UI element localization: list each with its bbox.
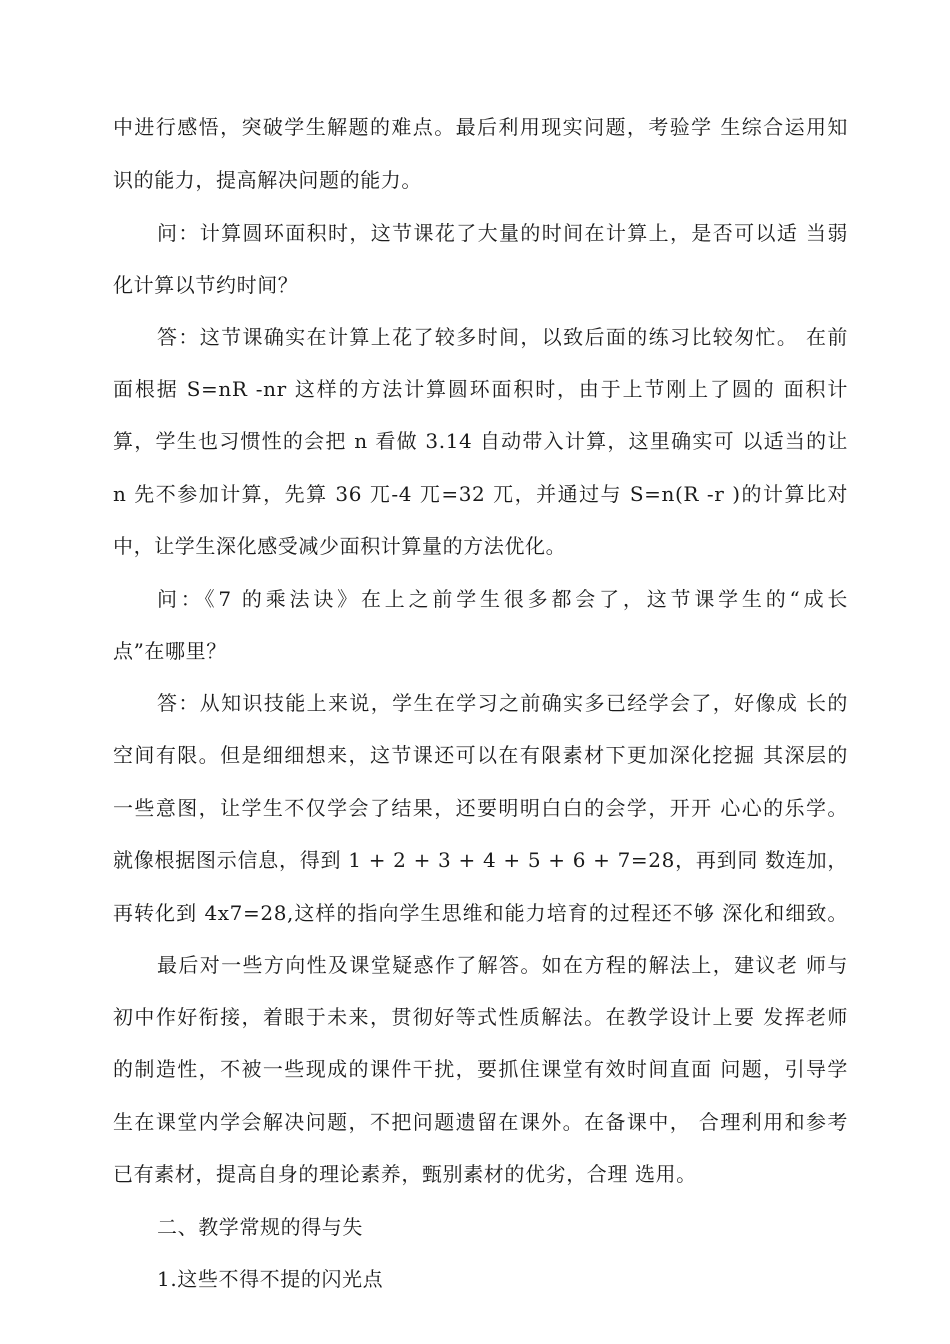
body-text-line: 最后对一些方向性及课堂疑惑作了解答。如在方程的解法上，建议老 师与 (157, 953, 848, 977)
question-text-line: 问：《7 的乘法诀》在上之前学生很多都会了，这节课学生的“成长 (157, 587, 848, 611)
answer-text-line: 面根据 S=nR -nr 这样的方法计算圆环面积时，由于上节刚上了圆的 面积计 (113, 377, 848, 401)
subsection-heading: 1.这些不得不提的闪光点 (157, 1267, 384, 1291)
answer-text-line: 答：这节课确实在计算上花了较多时间，以致后面的练习比较匆忙。 在前 (157, 325, 848, 349)
answer-text-line: 中，让学生深化感受减少面积计算量的方法优化。 (113, 534, 567, 558)
question-text-line: 化计算以节约时间？ (113, 273, 299, 297)
answer-text-line: 一些意图，让学生不仅学会了结果，还要明明白白的会学，开开 心心的乐学。 (113, 796, 848, 820)
answer-text-line: n 先不参加计算，先算 36 兀-4 兀=32 兀，并通过与 S=n(R -r )的计算比对 (113, 482, 848, 506)
body-text-line: 初中作好衔接，着眼于未来，贯彻好等式性质解法。在教学设计上要 发挥老师 (113, 1005, 848, 1029)
body-text-line: 生在课堂内学会解决问题，不把问题遗留在课外。在备课中， 合理利用和参考 (113, 1110, 848, 1134)
question-text-line: 点”在哪里？ (113, 639, 227, 663)
question-text-line: 问：计算圆环面积时，这节课花了大量的时间在计算上，是否可以适 当弱 (157, 221, 848, 245)
answer-text-line: 算，学生也习惯性的会把 n 看做 3.14 自动带入计算，这里确实可 以适当的让 (113, 429, 848, 453)
body-text-line: 中进行感悟，突破学生解题的难点。最后利用现实问题，考验学 生综合运用知 (113, 115, 848, 139)
answer-text-line: 再转化到 4x7=28,这样的指向学生思维和能力培育的过程还不够 深化和细致。 (113, 901, 848, 925)
answer-text-line: 空间有限。但是细细想来，这节课还可以在有限素材下更加深化挖掘 其深层的 (113, 743, 848, 767)
answer-text-line: 就像根据图示信息，得到 1 + 2 + 3 + 4 + 5 + 6 + 7=28，再到同 数连加， (113, 848, 848, 872)
section-heading: 二、教学常规的得与失 (157, 1215, 363, 1239)
body-text-line: 的制造性，不被一些现成的课件干扰，要抓住课堂有效时间直面 问题，引导学 (113, 1057, 848, 1081)
body-text-line: 已有素材，提高自身的理论素养，甄别素材的优劣，合理 选用。 (113, 1162, 697, 1186)
body-text-line: 识的能力，提高解决问题的能力。 (113, 168, 422, 192)
answer-text-line: 答：从知识技能上来说，学生在学习之前确实多已经学会了，好像成 长的 (157, 691, 848, 715)
